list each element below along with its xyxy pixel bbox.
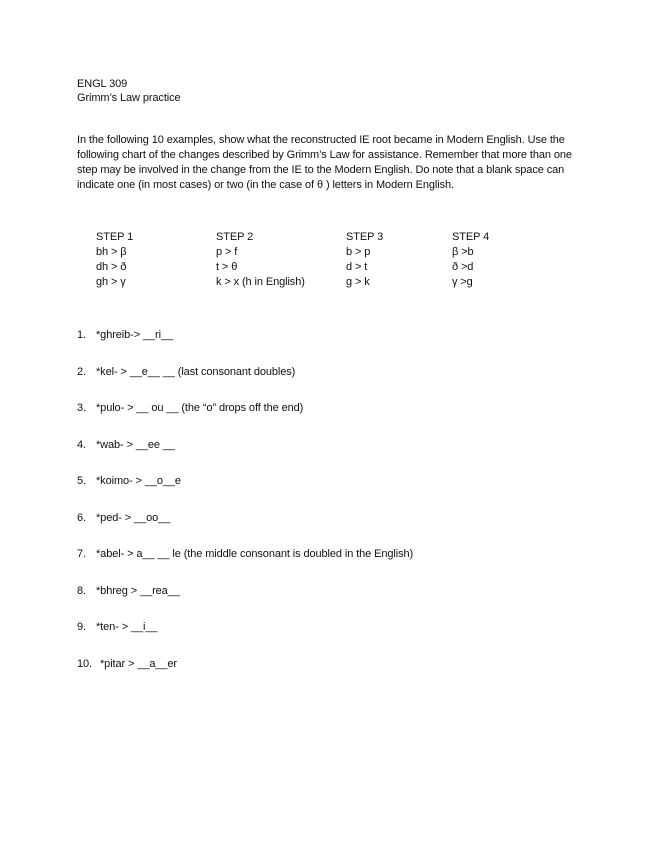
- exercise-item: [77, 657, 177, 671]
- step-rule: gh > γ: [96, 276, 126, 288]
- exercise-text: *pulo- > __ ou __ (the “o” drops off the end): [96, 402, 304, 414]
- step-column-2: [216, 230, 305, 290]
- instructions-paragraph: In the following 10 examples, show what the reconstructed IE root became in Modern English. Use the following chart of the changes described by Grimm’s Law for assistance. Remember that more than one step may be involved in the change from the IE to the Modern English. Do note that a blank space can indicate one (in most cases) or two (in the case of θ ) letters in Modern English.: [77, 134, 572, 191]
- exercise-item: [77, 328, 173, 342]
- step-rule: t > θ: [216, 261, 238, 273]
- step-heading: STEP 4: [452, 231, 490, 243]
- exercise-number: 2.: [77, 366, 86, 378]
- worksheet-title: Grimm’s Law practice: [77, 92, 181, 104]
- step-rule: g > k: [346, 276, 370, 288]
- exercise-item: [77, 584, 180, 598]
- exercise-number: 4.: [77, 439, 86, 451]
- step-rule: ð >d: [452, 261, 474, 273]
- step-rule: dh > ð: [96, 261, 127, 273]
- step-heading: STEP 3: [346, 231, 384, 243]
- exercise-item: [77, 511, 170, 525]
- exercise-number: 9.: [77, 621, 86, 633]
- exercise-item: [77, 547, 413, 561]
- exercise-item: [77, 620, 157, 634]
- step-rule: β >b: [452, 246, 474, 258]
- step-rule: k > x (h in English): [216, 276, 305, 288]
- exercise-number: 10.: [77, 658, 92, 670]
- exercise-number: 6.: [77, 512, 86, 524]
- step-rule: p > f: [216, 246, 238, 258]
- exercise-text: *ghreib-> __ri__: [96, 329, 173, 341]
- step-rule: b > p: [346, 246, 371, 258]
- exercise-text: *bhreg > __rea__: [96, 585, 180, 597]
- exercise-item: [77, 474, 181, 488]
- document-header: [77, 77, 181, 105]
- instructions: [77, 133, 587, 193]
- exercise-text: *kel- > __e__ __ (last consonant doubles): [96, 366, 296, 378]
- exercise-text: *wab- > __ee __: [96, 439, 175, 451]
- exercise-item: [77, 401, 303, 415]
- exercise-text: *koimo- > __o__e: [96, 475, 181, 487]
- step-rule: d > t: [346, 261, 368, 273]
- exercise-number: 7.: [77, 548, 86, 560]
- exercise-number: 3.: [77, 402, 86, 414]
- exercise-number: 8.: [77, 585, 86, 597]
- exercise-text: *abel- > a__ __ le (the middle consonant is doubled in the English): [96, 548, 414, 560]
- exercise-text: *ped- > __oo__: [96, 512, 171, 524]
- exercise-item: [77, 365, 295, 379]
- exercise-number: 1.: [77, 329, 86, 341]
- exercise-item: [77, 438, 175, 452]
- step-rule: bh > β: [96, 246, 127, 258]
- step-column-1: [96, 230, 133, 290]
- exercise-text: *pitar > __a__er: [100, 658, 177, 670]
- step-heading: STEP 2: [216, 231, 254, 243]
- exercise-text: *ten- > __i__: [96, 621, 158, 633]
- course-code: ENGL 309: [77, 78, 128, 90]
- step-rule: γ >g: [452, 276, 473, 288]
- step-column-3: [346, 230, 383, 290]
- step-heading: STEP 1: [96, 231, 134, 243]
- step-column-4: [452, 230, 489, 290]
- exercise-number: 5.: [77, 475, 86, 487]
